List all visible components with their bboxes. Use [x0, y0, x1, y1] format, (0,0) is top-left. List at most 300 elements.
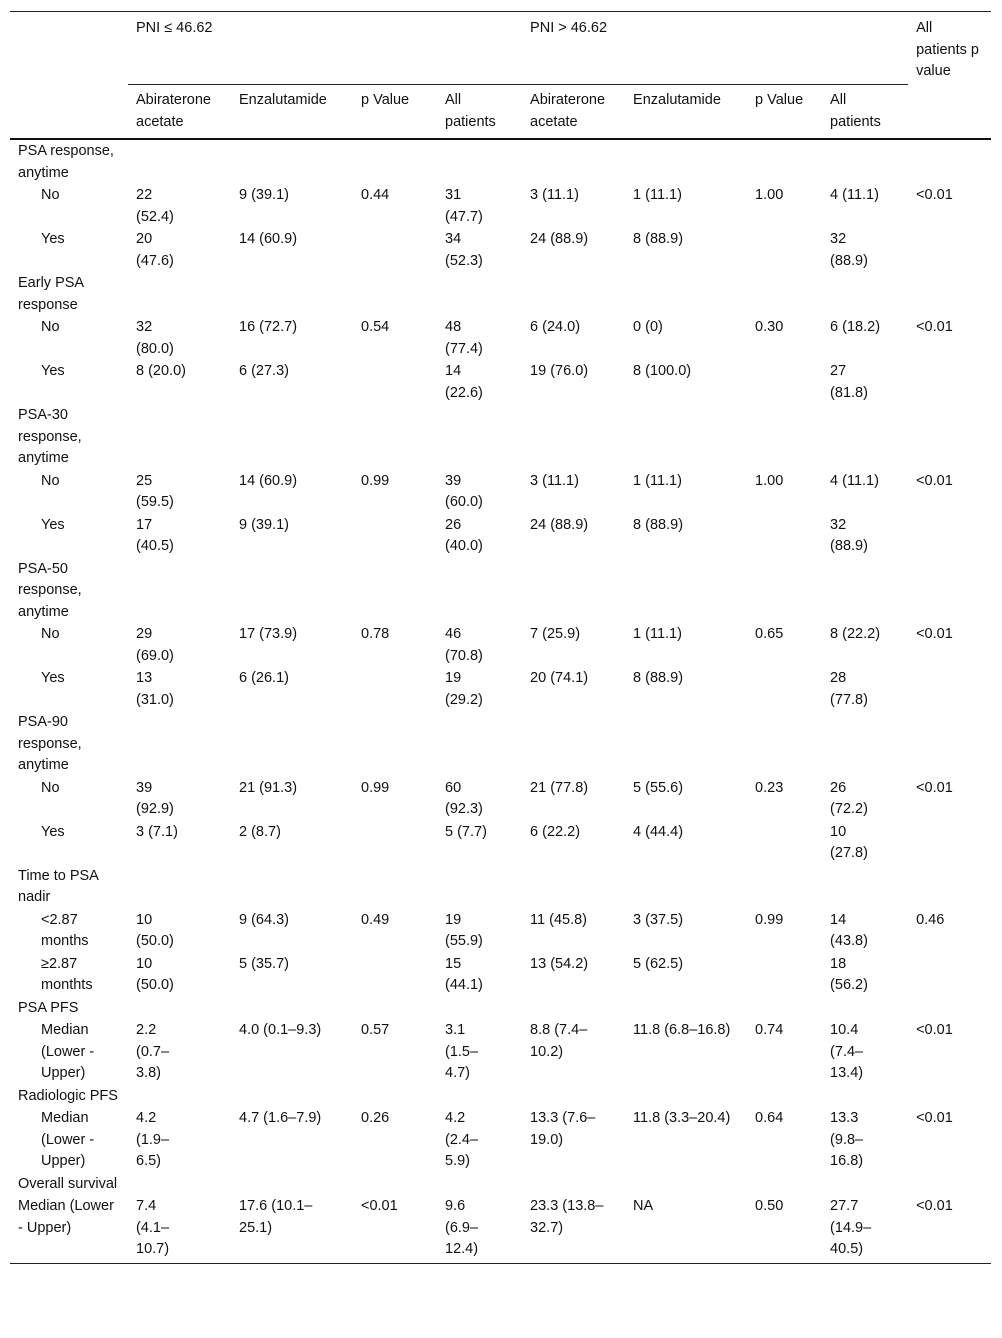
- data-cell: [625, 777, 747, 821]
- data-cell: [128, 184, 231, 228]
- empty-cell: [625, 711, 747, 777]
- data-cell: [231, 1019, 353, 1085]
- cell-value: 11.8 (3.3–20.4): [633, 1110, 731, 1126]
- cell-value: 11 (45.8): [530, 911, 588, 928]
- data-cell: [908, 316, 991, 360]
- cell-value: 4.2 (2.4–5.9): [445, 1110, 479, 1169]
- data-cell: [231, 316, 353, 360]
- cell-value: 39 (92.9): [136, 779, 174, 817]
- section-title: PSA-30 response, anytime: [18, 407, 82, 466]
- data-cell: [747, 953, 822, 997]
- cell-value: 27.7 (14.9–40.5): [830, 1198, 872, 1257]
- cell-value: 3.1 (1.5–4.7): [445, 1022, 479, 1081]
- row-label: Yes: [41, 670, 65, 686]
- empty-cell: [822, 558, 908, 624]
- table-row: [10, 667, 991, 711]
- cell-value: 1 (11.1): [633, 472, 682, 489]
- data-cell: [625, 667, 747, 711]
- data-cell: [353, 909, 437, 953]
- data-cell: [908, 1019, 991, 1085]
- cell-value: 3 (11.1): [530, 472, 579, 489]
- data-cell: [437, 360, 522, 404]
- data-cell: [747, 821, 822, 865]
- empty-cell: [128, 997, 231, 1020]
- empty-cell: [908, 404, 991, 470]
- cell-value: 18 (56.2): [830, 955, 868, 993]
- cell-value: 13 (31.0): [136, 670, 174, 708]
- data-cell: [625, 184, 747, 228]
- data-cell: [353, 777, 437, 821]
- cell-value: 9 (64.3): [239, 911, 289, 928]
- data-cell: [822, 623, 908, 667]
- section-row: [10, 865, 991, 909]
- cell-value: 39 (60.0): [445, 472, 483, 510]
- data-cell: [231, 623, 353, 667]
- data-cell: [231, 667, 353, 711]
- data-cell: [128, 1195, 231, 1263]
- empty-cell: [128, 272, 231, 316]
- cell-value: 4 (11.1): [830, 187, 879, 203]
- cell-value: 0.64: [755, 1110, 784, 1126]
- cell-value: 16 (72.7): [239, 319, 298, 335]
- subheader-abiraterone-low: Abiraterone acetate: [128, 85, 231, 140]
- data-cell: [625, 909, 747, 953]
- section-row: [10, 404, 991, 470]
- data-cell: [822, 1195, 908, 1263]
- empty-cell: [128, 865, 231, 909]
- row-label: No: [41, 472, 60, 489]
- empty-cell: [437, 404, 522, 470]
- data-cell: [522, 1107, 625, 1173]
- data-cell: [231, 514, 353, 558]
- data-cell: [908, 470, 991, 514]
- row-label: No: [41, 319, 60, 335]
- cell-value: 20 (47.6): [136, 231, 174, 269]
- cell-value: 28 (77.8): [830, 670, 868, 708]
- data-cell: [822, 184, 908, 228]
- data-cell: [437, 667, 522, 711]
- data-cell: [747, 777, 822, 821]
- data-cell: [128, 360, 231, 404]
- empty-cell: [625, 558, 747, 624]
- cell-value: 26 (72.2): [830, 779, 868, 817]
- data-cell: [437, 953, 522, 997]
- data-cell: [822, 1019, 908, 1085]
- subheader-enzalutamide-low: Enzalutamide: [231, 85, 353, 140]
- cell-value: 0.26: [361, 1110, 390, 1126]
- cell-value: 7.4 (4.1–10.7): [136, 1198, 170, 1257]
- cell-value: 8 (20.0): [136, 363, 186, 379]
- empty-cell: [908, 1085, 991, 1108]
- cell-value: 4.2 (1.9–6.5): [136, 1110, 170, 1169]
- empty-cell: [625, 139, 747, 184]
- cell-value: 14 (60.9): [239, 472, 298, 489]
- empty-cell: [747, 997, 822, 1020]
- row-label: Median (Lower - Upper): [41, 1022, 95, 1081]
- empty-cell: [822, 1173, 908, 1196]
- cell-value: 14 (22.6): [445, 363, 483, 401]
- empty-cell: [437, 558, 522, 624]
- data-cell: [625, 360, 747, 404]
- data-cell: [128, 623, 231, 667]
- cell-value: 0.46: [916, 911, 945, 928]
- cell-value: 46 (70.8): [445, 626, 483, 664]
- empty-cell: [747, 139, 822, 184]
- cell-value: 6 (26.1): [239, 670, 289, 686]
- data-cell: [522, 821, 625, 865]
- cell-value: 4.7 (1.6–7.9): [239, 1110, 322, 1126]
- empty-cell: [522, 404, 625, 470]
- empty-cell: [231, 404, 353, 470]
- data-cell: [625, 514, 747, 558]
- data-cell: [747, 184, 822, 228]
- empty-cell: [231, 1173, 353, 1196]
- cell-value: 10.4 (7.4–13.4): [830, 1022, 864, 1081]
- cell-value: 1 (11.1): [633, 187, 682, 203]
- cell-value: 22 (52.4): [136, 187, 174, 225]
- group-header-pni-low: PNI ≤ 46.62: [128, 12, 522, 85]
- data-cell: [231, 777, 353, 821]
- cell-value: 0.78: [361, 626, 390, 642]
- empty-cell: [908, 558, 991, 624]
- cell-value: 0.50: [755, 1198, 784, 1214]
- data-cell: [522, 1195, 625, 1263]
- cell-value: 24 (88.9): [530, 231, 589, 247]
- section-row: [10, 997, 991, 1020]
- table-row: [10, 623, 991, 667]
- cell-value: 10 (50.0): [136, 911, 174, 949]
- empty-cell: [353, 997, 437, 1020]
- cell-value: 29 (69.0): [136, 626, 174, 664]
- data-cell: [747, 316, 822, 360]
- section-title: PSA-90 response, anytime: [18, 714, 82, 773]
- empty-cell: [822, 711, 908, 777]
- data-cell: [128, 1107, 231, 1173]
- data-cell: [231, 470, 353, 514]
- data-cell: [908, 514, 991, 558]
- data-cell: [353, 1195, 437, 1263]
- data-cell: [437, 1195, 522, 1263]
- empty-cell: [437, 865, 522, 909]
- section-row: [10, 1173, 991, 1196]
- empty-cell: [908, 1173, 991, 1196]
- cell-value: 8 (88.9): [633, 231, 684, 247]
- data-cell: [353, 953, 437, 997]
- cell-value: 8 (22.2): [830, 626, 881, 642]
- empty-cell: [353, 139, 437, 184]
- cell-value: 4 (11.1): [830, 472, 879, 489]
- empty-cell: [822, 1085, 908, 1108]
- data-cell: [625, 953, 747, 997]
- empty-cell: [128, 1085, 231, 1108]
- cell-value: 17 (40.5): [136, 516, 174, 554]
- empty-cell: [625, 865, 747, 909]
- cell-value: 14 (43.8): [830, 911, 868, 949]
- data-cell: [747, 228, 822, 272]
- cell-value: <0.01: [916, 1110, 953, 1126]
- cell-value: 17 (73.9): [239, 626, 298, 642]
- cell-value: 4.0 (0.1–9.3): [239, 1022, 322, 1038]
- data-cell: [908, 667, 991, 711]
- empty-cell: [231, 1085, 353, 1108]
- row-label: No: [41, 187, 60, 203]
- cell-value: 60 (92.3): [445, 779, 483, 817]
- section-title: PSA-50 response, anytime: [18, 560, 82, 620]
- empty-cell: [353, 865, 437, 909]
- cell-value: 5 (55.6): [633, 779, 684, 796]
- empty-cell: [522, 272, 625, 316]
- cell-value: 9 (39.1): [239, 516, 289, 533]
- data-cell: [822, 667, 908, 711]
- subheader-pvalue-high: p Value: [747, 85, 822, 140]
- cell-value: 0.65: [755, 626, 784, 642]
- data-cell: [522, 470, 625, 514]
- empty-cell: [747, 272, 822, 316]
- cell-value: 32 (80.0): [136, 319, 174, 357]
- data-cell: [353, 360, 437, 404]
- table-row: [10, 228, 991, 272]
- data-cell: [522, 777, 625, 821]
- data-cell: [908, 623, 991, 667]
- section-row: [10, 139, 991, 184]
- table-row: [10, 1195, 991, 1263]
- data-cell: [625, 228, 747, 272]
- data-cell: [128, 1019, 231, 1085]
- data-cell: [128, 667, 231, 711]
- empty-cell: [353, 558, 437, 624]
- row-label: <2.87 months: [41, 911, 89, 949]
- cell-value: 9.6 (6.9–12.4): [445, 1198, 479, 1257]
- cell-value: 48 (77.4): [445, 319, 483, 357]
- empty-cell: [353, 404, 437, 470]
- cell-value: 8 (88.9): [633, 516, 684, 533]
- data-cell: [353, 184, 437, 228]
- data-cell: [353, 228, 437, 272]
- cell-value: 21 (91.3): [239, 779, 298, 796]
- empty-cell: [231, 558, 353, 624]
- section-row: [10, 1085, 991, 1108]
- empty-cell: [822, 272, 908, 316]
- data-cell: [908, 777, 991, 821]
- cell-value: 27 (81.8): [830, 363, 868, 401]
- empty-cell: [822, 865, 908, 909]
- subheader-pvalue-low: p Value: [353, 85, 437, 140]
- data-cell: [128, 470, 231, 514]
- empty-cell: [128, 139, 231, 184]
- empty-cell: [128, 558, 231, 624]
- empty-cell: [747, 711, 822, 777]
- data-cell: [231, 909, 353, 953]
- data-cell: [522, 514, 625, 558]
- results-table-container: [10, 11, 991, 1264]
- results-table: [10, 11, 991, 1264]
- empty-cell: [908, 997, 991, 1020]
- cell-value: 8.8 (7.4–10.2): [530, 1022, 588, 1060]
- cell-value: <0.01: [916, 472, 953, 489]
- cell-value: 32 (88.9): [830, 516, 868, 554]
- data-cell: [437, 316, 522, 360]
- row-label: Median (Lower - Upper): [10, 1195, 128, 1263]
- cell-value: 23.3 (13.8–32.7): [530, 1198, 604, 1236]
- subheader-abiraterone-high: Abiraterone acetate: [522, 85, 625, 140]
- empty-cell: [231, 865, 353, 909]
- empty-cell: [625, 404, 747, 470]
- cell-value: <0.01: [916, 319, 953, 335]
- table-row: [10, 514, 991, 558]
- data-cell: [437, 623, 522, 667]
- data-cell: [625, 623, 747, 667]
- data-cell: [522, 316, 625, 360]
- empty-cell: [353, 272, 437, 316]
- empty-cell: [437, 1173, 522, 1196]
- data-cell: [437, 909, 522, 953]
- empty-cell: [822, 997, 908, 1020]
- data-cell: [128, 514, 231, 558]
- data-cell: [437, 228, 522, 272]
- cell-value: 3 (37.5): [633, 911, 684, 928]
- data-cell: [353, 316, 437, 360]
- cell-value: 17.6 (10.1–25.1): [239, 1198, 313, 1236]
- cell-value: 0.99: [361, 472, 390, 489]
- empty-cell: [128, 1173, 231, 1196]
- table-row: [10, 1019, 991, 1085]
- cell-value: 3 (11.1): [530, 187, 579, 203]
- empty-cell: [625, 997, 747, 1020]
- cell-value: 0.57: [361, 1022, 390, 1038]
- row-label: Median (Lower - Upper): [41, 1110, 95, 1169]
- cell-value: 0.23: [755, 779, 784, 796]
- data-cell: [128, 909, 231, 953]
- cell-value: <0.01: [916, 1198, 953, 1214]
- empty-cell: [522, 711, 625, 777]
- section-title: Radiologic PFS: [18, 1087, 118, 1104]
- cell-value: 13.3 (7.6–19.0): [530, 1110, 596, 1148]
- data-cell: [522, 953, 625, 997]
- data-cell: [522, 909, 625, 953]
- empty-cell: [747, 865, 822, 909]
- empty-cell: [437, 1085, 522, 1108]
- empty-cell: [747, 1173, 822, 1196]
- empty-cell: [822, 404, 908, 470]
- cell-value: 0.54: [361, 319, 390, 335]
- table-row: [10, 360, 991, 404]
- data-cell: [437, 514, 522, 558]
- cell-value: 6 (24.0): [530, 319, 581, 335]
- data-cell: [747, 667, 822, 711]
- data-cell: [625, 1195, 747, 1263]
- data-cell: [437, 1019, 522, 1085]
- empty-cell: [822, 139, 908, 184]
- data-cell: [128, 777, 231, 821]
- cell-value: 10 (27.8): [830, 823, 868, 861]
- cell-value: 31 (47.7): [445, 187, 483, 225]
- empty-cell: [437, 139, 522, 184]
- section-title: Time to PSA nadir: [18, 867, 99, 905]
- data-cell: [231, 184, 353, 228]
- empty-cell: [353, 1085, 437, 1108]
- empty-cell: [231, 272, 353, 316]
- data-cell: [353, 821, 437, 865]
- empty-cell: [522, 139, 625, 184]
- section-title: Early PSA response: [18, 275, 84, 313]
- data-cell: [908, 228, 991, 272]
- data-cell: [822, 821, 908, 865]
- data-cell: [822, 514, 908, 558]
- cell-value: <0.01: [916, 626, 953, 642]
- data-cell: [747, 360, 822, 404]
- section-row: [10, 711, 991, 777]
- empty-cell: [908, 711, 991, 777]
- cell-value: 14 (60.9): [239, 231, 298, 247]
- empty-cell: [625, 272, 747, 316]
- table-row: [10, 470, 991, 514]
- empty-cell: [522, 558, 625, 624]
- subheader-all-patients-high: All patients: [822, 85, 908, 140]
- cell-value: 0.99: [755, 911, 784, 928]
- data-cell: [822, 953, 908, 997]
- empty-cell: [747, 404, 822, 470]
- data-cell: [128, 228, 231, 272]
- data-cell: [353, 667, 437, 711]
- table-row: [10, 1107, 991, 1173]
- empty-cell: [437, 711, 522, 777]
- data-cell: [908, 184, 991, 228]
- cell-value: 10 (50.0): [136, 955, 174, 993]
- data-cell: [522, 623, 625, 667]
- cell-value: 15 (44.1): [445, 955, 483, 993]
- row-label: Yes: [41, 823, 65, 840]
- data-cell: [908, 953, 991, 997]
- cell-value: 5 (7.7): [445, 823, 487, 840]
- data-cell: [437, 470, 522, 514]
- data-cell: [128, 316, 231, 360]
- data-cell: [747, 1107, 822, 1173]
- cell-value: 0.49: [361, 911, 390, 928]
- data-cell: [625, 470, 747, 514]
- empty-cell: [231, 139, 353, 184]
- empty-cell: [128, 711, 231, 777]
- row-label: No: [41, 626, 60, 642]
- data-cell: [353, 1019, 437, 1085]
- data-cell: [747, 514, 822, 558]
- header-all-patients-p: All patients p value: [908, 12, 991, 140]
- data-cell: [128, 821, 231, 865]
- empty-cell: [353, 1173, 437, 1196]
- data-cell: [437, 1107, 522, 1173]
- data-cell: [822, 470, 908, 514]
- empty-cell: [625, 1085, 747, 1108]
- row-label: Yes: [41, 231, 65, 247]
- data-cell: [747, 470, 822, 514]
- row-label: Yes: [41, 363, 65, 379]
- empty-cell: [908, 865, 991, 909]
- cell-value: 11.8 (6.8–16.8): [633, 1022, 731, 1038]
- data-cell: [908, 360, 991, 404]
- cell-value: 0.44: [361, 187, 390, 203]
- data-cell: [747, 1019, 822, 1085]
- cell-value: 1 (11.1): [633, 626, 682, 642]
- data-cell: [522, 667, 625, 711]
- cell-value: 2.2 (0.7–3.8): [136, 1022, 170, 1081]
- data-cell: [908, 909, 991, 953]
- cell-value: 25 (59.5): [136, 472, 174, 510]
- data-cell: [522, 360, 625, 404]
- cell-value: 8 (88.9): [633, 670, 684, 686]
- empty-cell: [747, 558, 822, 624]
- cell-value: 9 (39.1): [239, 187, 289, 203]
- cell-value: 1.00: [755, 187, 784, 203]
- table-body: [10, 139, 991, 1263]
